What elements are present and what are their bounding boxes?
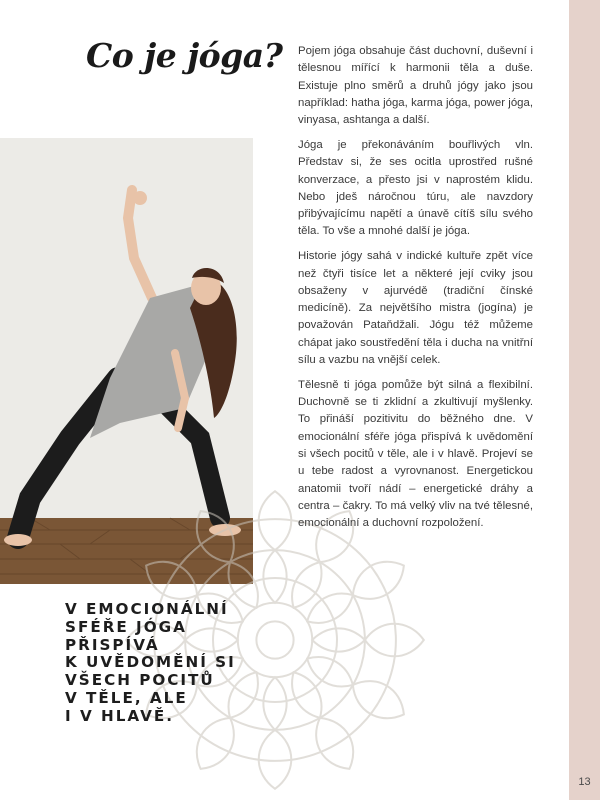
paragraph-2: Jóga je překonáváním bouřlivých vln. Představ si, že ses ocitla uprostřed rušné konverzace, a přesto jsi v naprostém klidu. Nebo jdeš náročnou túru, ale navzdory přibývajícímu napětí a únavě cítíš sílu svého těla. To vše a mnohé další je jóga. (298, 138, 533, 238)
body-text (298, 43, 533, 540)
paragraph-1: Pojem jóga obsahuje část duchovní, duševní i tělesnou mířící k harmonii těla a duše. Existuje plno směrů a druhů jógy jako jsou například: hatha jóga, karma jóga, power jóga, vinyasa, ashtanga a další. (298, 45, 533, 127)
page-title: Co je jóga? (86, 36, 283, 75)
page-number: 13 (578, 776, 591, 788)
side-color-band (569, 0, 600, 800)
paragraph-3: Historie jógy sahá v indické kultuře zpět více než čtyři tisíce let a některé její cviky jsou obsaženy v ajurvédě (tradiční čínské medicíně). Za největšího mistra (jogína) je považován Pataňdžali. Jógu též můžeme chápat jako soustředění těla i ducha na vnitřní sílu a vazbu na vnější celek. (298, 250, 533, 367)
paragraph-4: Tělesně ti jóga pomůže být silná a flexibilní. Duchovně se ti zklidní a zkultivují myšlenky. To přináší pozitivitu do běžného dne. V emocionální sféře jóga přispívá k uvědomění si všech pocitů v těle, ale i v hlavě. Projeví se u tebe radost a vyrovnanost. Energetickou anatomii tvoří nádí – energetické dráhy a centra – čakry. To má velký vliv na tvé tělesné, emocionální a duchovní rozpoložení. (298, 378, 533, 530)
pull-quote: V EMOCIONÁLNÍ SFÉŘE JÓGA PŘISPÍVÁ K UVĚDOMĚNÍ SI VŠECH POCITŮ V TĚLE, ALE I V HLAVĚ. (65, 600, 236, 725)
